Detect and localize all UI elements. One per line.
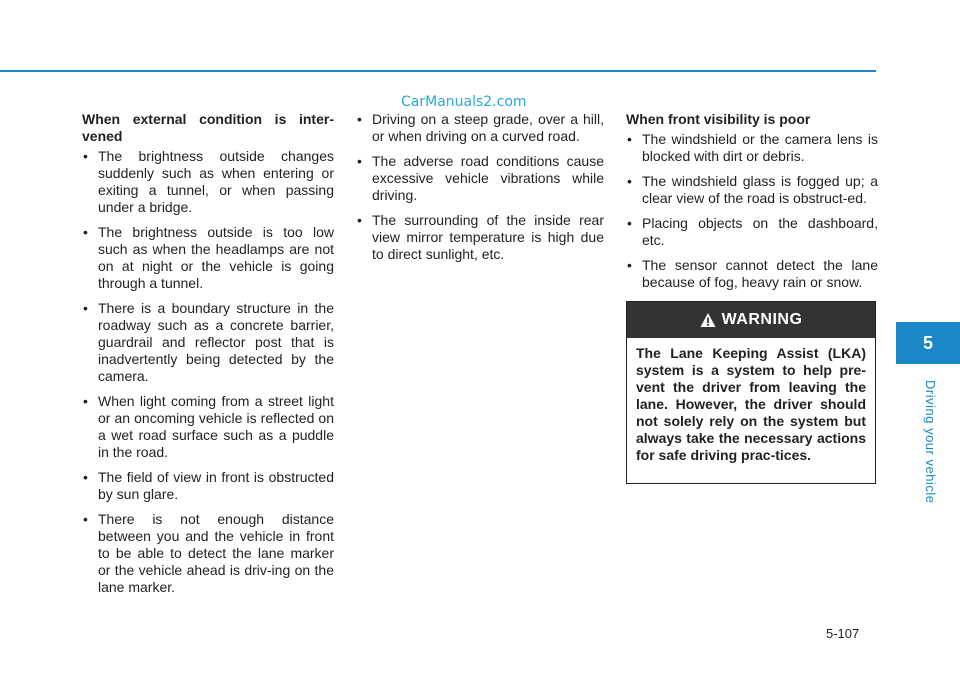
- chapter-tab: 5: [896, 322, 960, 364]
- warning-box: [626, 301, 876, 484]
- column-2: [356, 111, 604, 271]
- column-1: [82, 111, 334, 604]
- warning-title: WARNING: [721, 311, 803, 328]
- top-rule: [0, 70, 876, 72]
- section-heading-external-condition: When external condition is inter-vened: [82, 111, 334, 144]
- column-3: [626, 111, 878, 299]
- page-number: 5-107: [826, 626, 860, 641]
- list-item: • Placing objects on the dashboard, etc.: [626, 215, 878, 249]
- list-item: • The brightness outside is too low such as when the headlamps are not on at night or the vehicle is going through a tunnel.: [82, 224, 334, 292]
- list-item: • The brightness outside changes suddenly such as when entering or exiting a tunnel, or when passing under a bridge.: [82, 148, 334, 216]
- bullet-list-front-visibility: [626, 131, 878, 291]
- list-item: • The windshield glass is fogged up; a clear view of the road is obstruct-ed.: [626, 173, 878, 207]
- list-item: • The windshield or the camera lens is blocked with dirt or debris.: [626, 131, 878, 165]
- watermark: CarManuals2.com: [401, 94, 527, 110]
- section-heading-front-visibility: When front visibility is poor: [626, 111, 811, 127]
- list-item: • The sensor cannot detect the lane because of fog, heavy rain or snow.: [626, 257, 878, 291]
- list-item: • When light coming from a street light or an oncoming vehicle is reflected on a wet road surface such as a puddle in the road.: [82, 393, 334, 461]
- chapter-side-title: Driving your vehicle: [923, 380, 938, 504]
- list-item: • The adverse road conditions cause excessive vehicle vibrations while driving.: [356, 153, 604, 204]
- warning-triangle-icon: [700, 312, 716, 328]
- bullet-list-external-condition: [82, 148, 334, 596]
- list-item: • There is a boundary structure in the roadway such as a concrete barrier, guardrail and reflector post that is inadvertently being detected by the camera.: [82, 300, 334, 385]
- bullet-list-continued: [356, 111, 604, 263]
- warning-text: The Lane Keeping Assist (LKA) system is a system to help pre-vent the driver from leaving the lane. However, the driver should not solely rely on the system but always take the necessary actions for safe driving prac-tices.: [636, 345, 866, 463]
- list-item: • The surrounding of the inside rear view mirror temperature is high due to direct sunlight, etc.: [356, 212, 604, 263]
- warning-header: [627, 302, 875, 338]
- list-item: • Driving on a steep grade, over a hill, or when driving on a curved road.: [356, 111, 604, 145]
- list-item: • There is not enough distance between you and the vehicle in front to be able to detect the lane marker or the vehicle ahead is driv-ing on the lane marker.: [82, 511, 334, 596]
- list-item: • The field of view in front is obstructed by sun glare.: [82, 469, 334, 503]
